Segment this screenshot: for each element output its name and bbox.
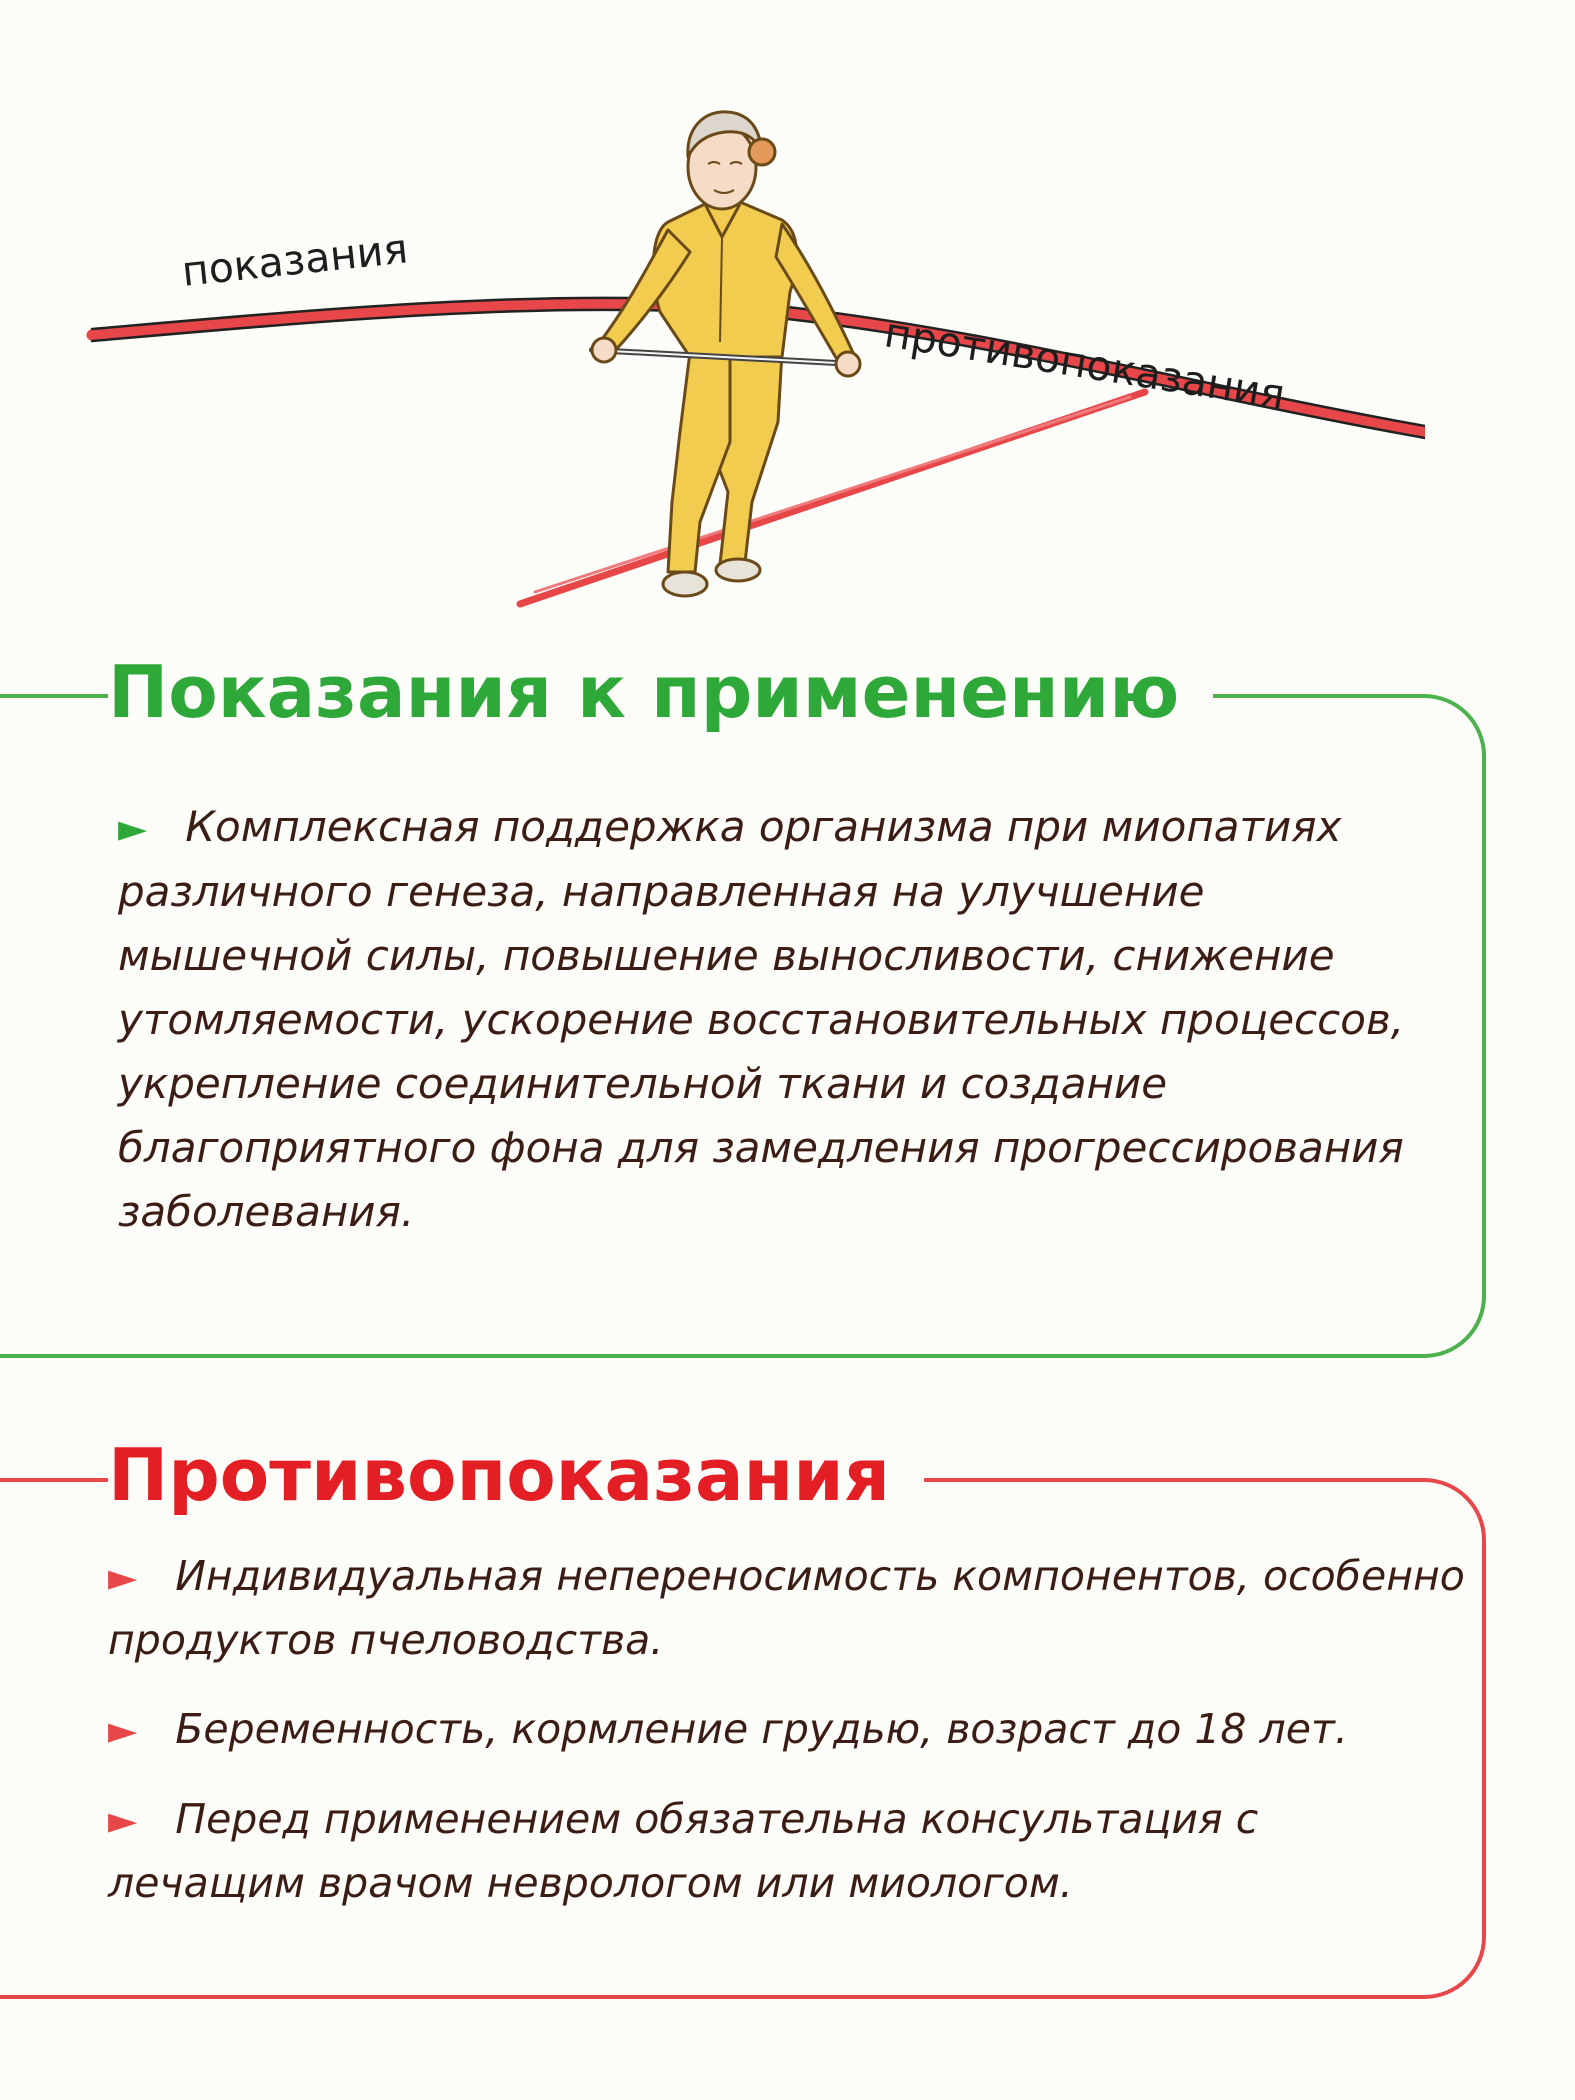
indications-text: Комплексная поддержка организма при миопатиях различного генеза, направленная на улучшение мышечной силы, повышение выносливости, снижение утомляемости, ускорение восстановительных процессов, укрепление соединительной ткани и создание благоприятного фона для замедления прогрессирования заболевания. — [118, 802, 1405, 1236]
green-bullet-icon: ► — [118, 806, 148, 850]
red-bullet-icon: ► — [108, 1708, 138, 1752]
tightrope-illustration — [0, 52, 1425, 622]
indications-title: Показания к применению — [108, 656, 1213, 728]
contraindications-list — [108, 1545, 1468, 1941]
indications-text-block — [118, 795, 1448, 1244]
list-item — [108, 1698, 1468, 1762]
contraindication-text: Беременность, кормление грудью, возраст до 18 лет. — [175, 1705, 1348, 1753]
indications-rope-label: показания — [179, 224, 411, 296]
red-bullet-icon: ► — [108, 1555, 138, 1599]
contraindications-title: Противопоказания — [108, 1439, 924, 1511]
contraindication-text: Индивидуальная непереносимость компонентов, особенно продуктов пчеловодства. — [108, 1552, 1465, 1664]
contraindications-rope-label: противопоказания — [881, 308, 1289, 419]
contraindication-text: Перед применением обязательна консультация с лечащим врачом неврологом или миологом. — [108, 1795, 1259, 1907]
list-item — [108, 1788, 1468, 1915]
list-item — [108, 1545, 1468, 1672]
red-bullet-icon: ► — [108, 1798, 138, 1842]
tightrope-walker-drawing — [0, 52, 1425, 622]
